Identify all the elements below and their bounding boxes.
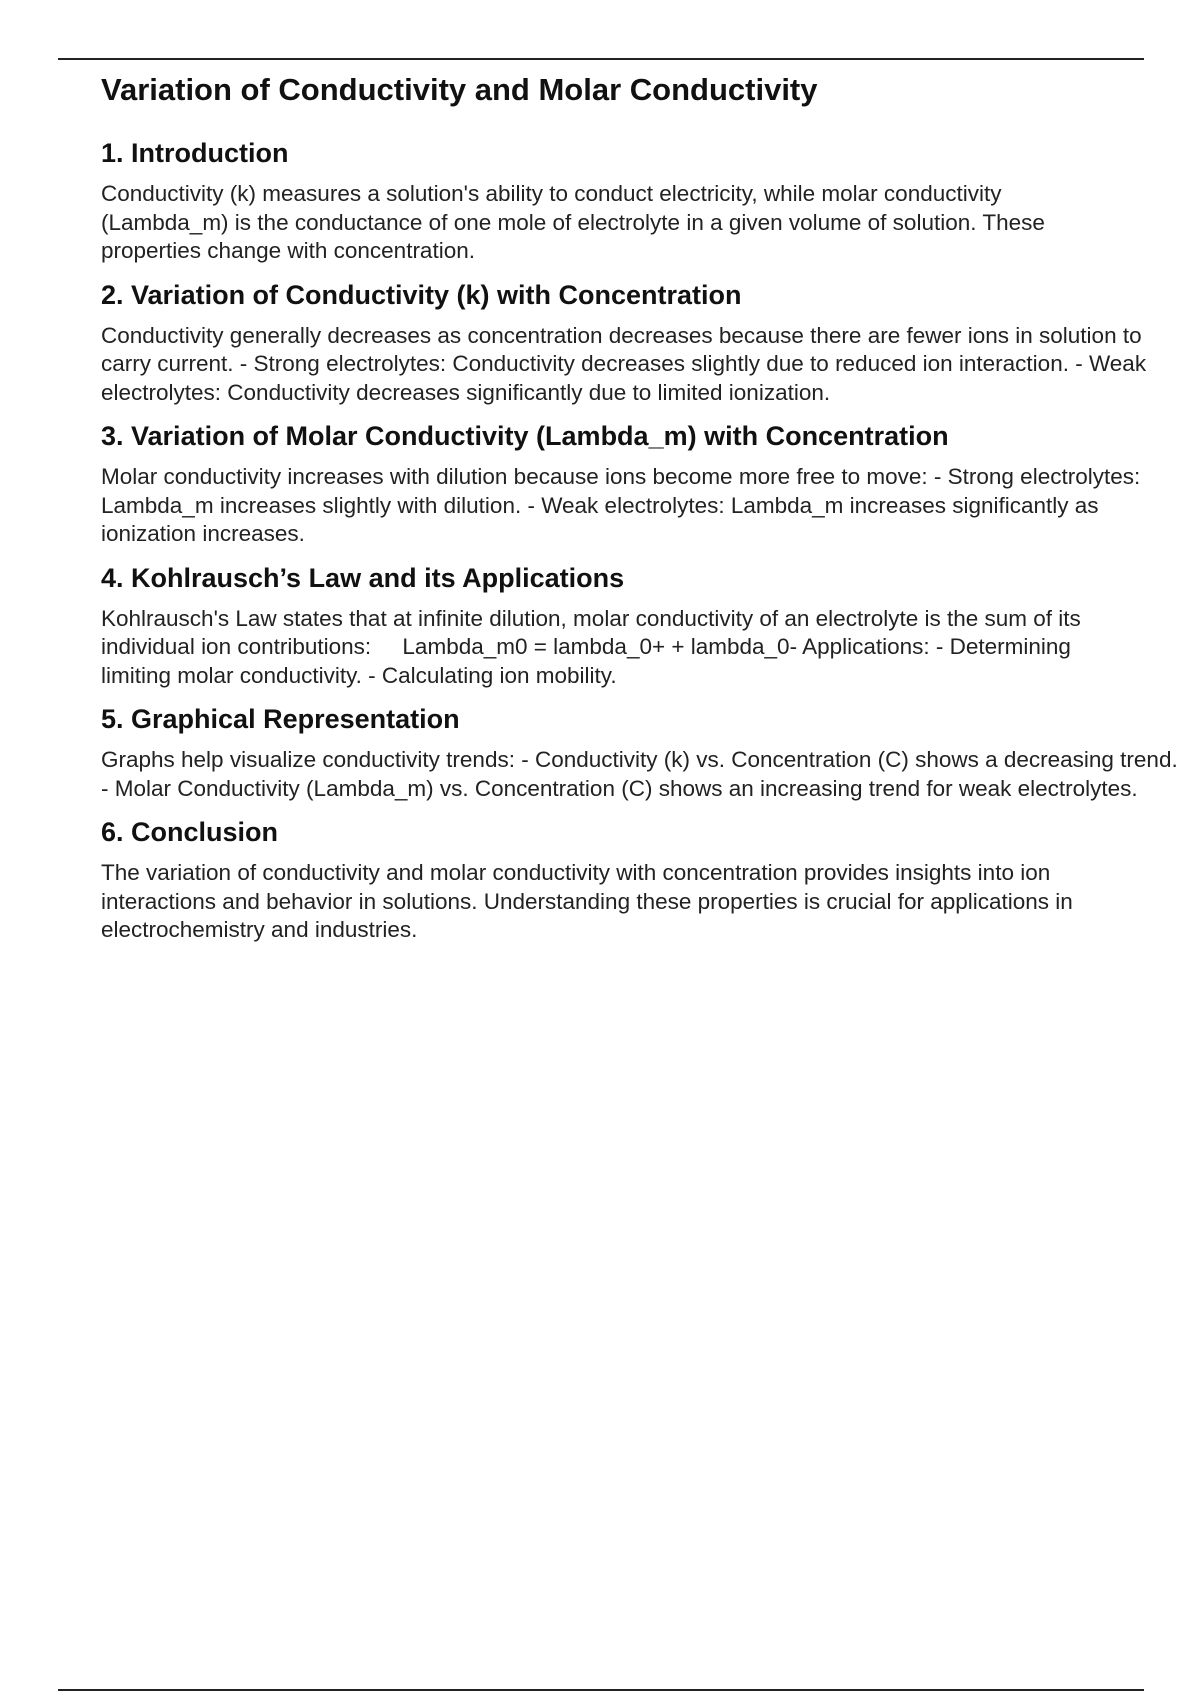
section-molar-conductivity-variation — [101, 419, 1196, 549]
top-rule — [58, 58, 1144, 60]
section-paragraph: The variation of conductivity and molar conductivity with concentration provides insights into ion interactions and behavior in solutions. Understanding these properties is crucial for applications in electrochemistry and industries. — [101, 860, 1073, 942]
section-introduction — [101, 136, 1196, 266]
section-heading: 4. Kohlrausch’s Law and its Applications — [101, 562, 625, 593]
section-conclusion — [101, 815, 1196, 945]
section-kohlrausch-law — [101, 561, 1196, 691]
section-paragraph: Molar conductivity increases with dilution because ions become more free to move: - Strong electrolytes: Lambda_m increases slightly with dilution. - Weak electrolytes: Lambda_m increases significantly as ionization increases. — [101, 464, 1141, 546]
section-conductivity-variation — [101, 278, 1196, 408]
section-heading: 1. Introduction — [101, 138, 289, 168]
section-paragraph: Kohlrausch's Law states that at infinite dilution, molar conductivity of an electrolyte is the sum of its individual ion contributions: Lambda_m0 = lambda_0+ + lambda_0- Applications: - Determining limiting molar conductivity. - Calculating ion mobility. — [101, 605, 1088, 688]
section-heading: 3. Variation of Molar Conductivity (Lambda_m) with Concentration — [101, 421, 949, 451]
section-heading: 2. Variation of Conductivity (k) with Concentration — [101, 279, 742, 310]
section-heading: 5. Graphical Representation — [101, 704, 460, 734]
document-body — [101, 70, 1196, 957]
section-graphical-representation — [101, 702, 1196, 803]
section-paragraph: Conductivity generally decreases as concentration decreases because there are fewer ions in solution to carry current. - Strong electrolytes: Conductivity decreases slightly due to reduced ion interaction. - Weak electrolytes: Conductivity decreases significantly due to limited ionization. — [101, 322, 1147, 405]
section-paragraph: Graphs help visualize conductivity trends: - Conductivity (k) vs. Concentration (C) shows a decreasing trend. - Molar Conductivity (Lambda_m) vs. Concentration (C) shows an increasing trend for weak electrolytes. — [101, 747, 1178, 801]
section-heading: 6. Conclusion — [101, 817, 279, 847]
document-title: Variation of Conductivity and Molar Conductivity — [101, 72, 818, 107]
bottom-rule — [58, 1689, 1144, 1691]
section-paragraph: Conductivity (k) measures a solution's ability to conduct electricity, while molar conductivity (Lambda_m) is the conductance of one mole of electrolyte in a given volume of solution. These properties change with concentration. — [101, 181, 1045, 263]
